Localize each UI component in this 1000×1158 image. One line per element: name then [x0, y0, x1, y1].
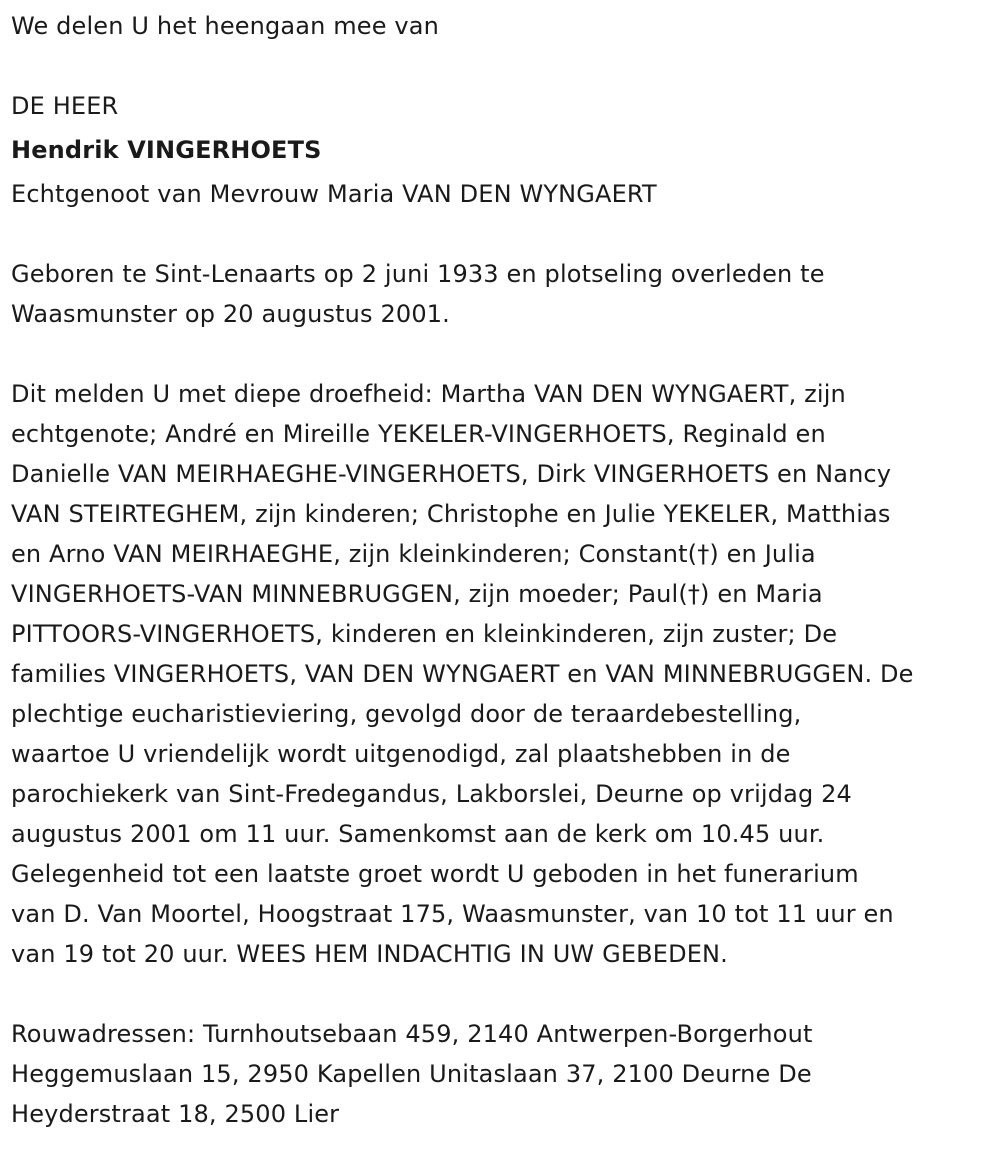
spacer — [11, 974, 993, 1014]
address-line: Rouwadressen: Turnhoutsebaan 459, 2140 Antwerpen-Borgerhout — [11, 1020, 813, 1048]
paragraph-line: plechtige eucharistieviering, gevolgd door de teraardebestelling, — [11, 700, 802, 728]
paragraph-line: Danielle VAN MEIRHAEGHE-VINGERHOETS, Dirk VINGERHOETS en Nancy — [11, 460, 892, 488]
announcement-paragraph — [11, 374, 993, 974]
paragraph-line: Waasmunster op 20 augustus 2001. — [11, 300, 450, 328]
intro-line: We delen U het heengaan mee van — [11, 12, 439, 40]
paragraph-line: van 19 tot 20 uur. WEES HEM INDACHTIG IN UW GEBEDEN. — [11, 940, 728, 968]
spacer — [11, 214, 993, 254]
honorific-title: DE HEER — [11, 92, 119, 120]
paragraph-line: PITTOORS-VINGERHOETS, kinderen en kleinkinderen, zijn zuster; De — [11, 620, 838, 648]
deceased-name: Hendrik VINGERHOETS — [11, 136, 322, 164]
spacer — [11, 46, 993, 86]
address-line: Heyderstraat 18, 2500 Lier — [11, 1100, 340, 1128]
paragraph-line: van D. Van Moortel, Hoogstraat 175, Waasmunster, van 10 tot 11 uur en — [11, 900, 894, 928]
paragraph-line: waartoe U vriendelijk wordt uitgenodigd, zal plaatshebben in de — [11, 740, 791, 768]
paragraph-line: VINGERHOETS-VAN MINNEBRUGGEN, zijn moeder; Paul(†) en Maria — [11, 580, 823, 608]
obituary-document — [11, 6, 993, 1134]
paragraph-line: VAN STEIRTEGHEM, zijn kinderen; Christophe en Julie YEKELER, Matthias — [11, 500, 891, 528]
spouse-line: Echtgenoot van Mevrouw Maria VAN DEN WYNGAERT — [11, 180, 657, 208]
birth-death-paragraph — [11, 254, 993, 334]
address-line: Heggemuslaan 15, 2950 Kapellen Unitaslaan 37, 2100 Deurne De — [11, 1060, 812, 1088]
paragraph-line: parochiekerk van Sint-Fredegandus, Lakborslei, Deurne op vrijdag 24 — [11, 780, 852, 808]
paragraph-line: Dit melden U met diepe droefheid: Martha VAN DEN WYNGAERT, zijn — [11, 380, 846, 408]
paragraph-line: echtgenote; André en Mireille YEKELER-VINGERHOETS, Reginald en — [11, 420, 826, 448]
paragraph-line: en Arno VAN MEIRHAEGHE, zijn kleinkinderen; Constant(†) en Julia — [11, 540, 816, 568]
spacer — [11, 334, 993, 374]
paragraph-line: augustus 2001 om 11 uur. Samenkomst aan de kerk om 10.45 uur. — [11, 820, 825, 848]
paragraph-line: Geboren te Sint-Lenaarts op 2 juni 1933 en plotseling overleden te — [11, 260, 825, 288]
addresses-paragraph — [11, 1014, 993, 1134]
paragraph-line: Gelegenheid tot een laatste groet wordt U geboden in het funerarium — [11, 860, 859, 888]
paragraph-line: families VINGERHOETS, VAN DEN WYNGAERT en VAN MINNEBRUGGEN. De — [11, 660, 914, 688]
